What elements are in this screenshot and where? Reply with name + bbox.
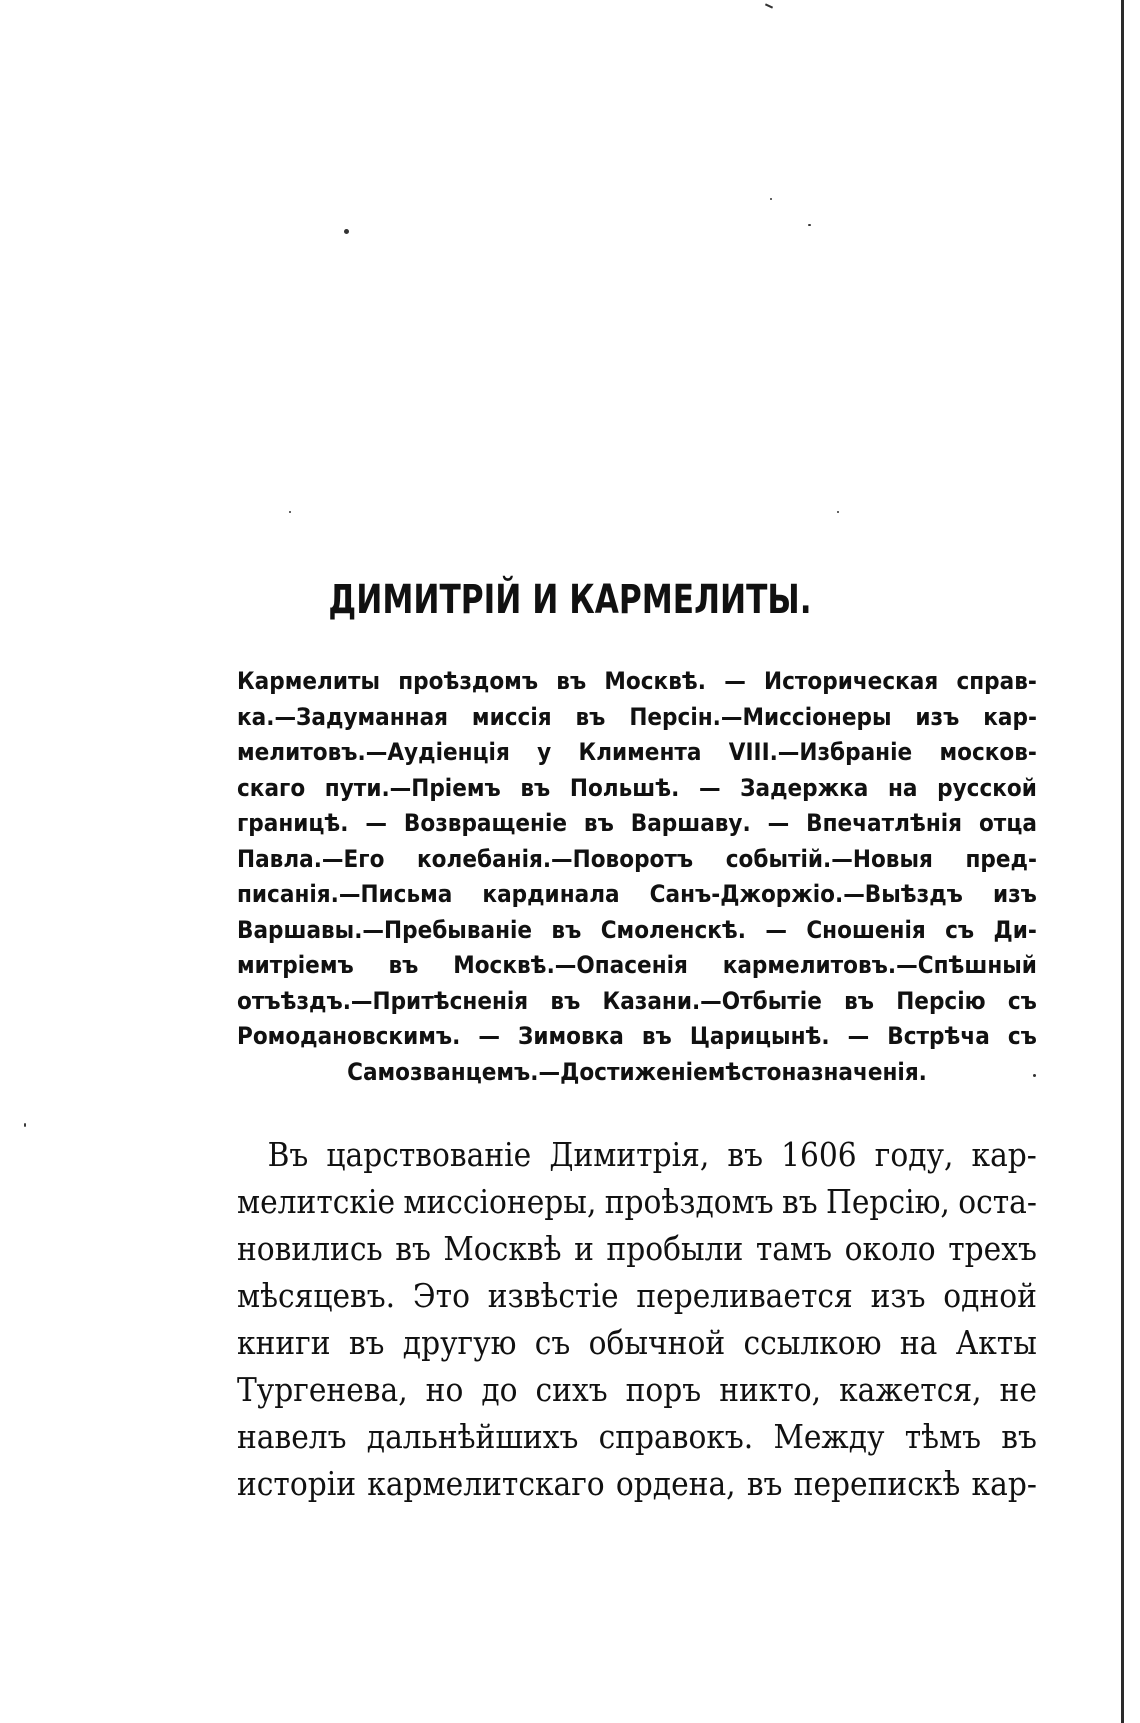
word: тѣмъ: [904, 1417, 982, 1456]
word: въ: [348, 1323, 385, 1362]
speck: [837, 511, 839, 513]
word: ссылкою: [743, 1323, 882, 1362]
word: границѣ.: [237, 809, 349, 837]
word: изъ: [915, 702, 960, 731]
word: Тургенева,: [237, 1370, 408, 1409]
word: въ: [641, 1022, 672, 1050]
word: проѣздомъ: [398, 667, 539, 695]
word: изъ: [992, 880, 1037, 908]
word: кармелитскаго: [367, 1464, 605, 1503]
word: отъѣздъ.—Притѣсненія: [237, 986, 529, 1015]
word: съ: [1007, 1022, 1037, 1050]
word: въ: [556, 667, 587, 695]
word: въ: [551, 915, 582, 944]
word: справ-: [956, 667, 1037, 695]
word: навелъ: [237, 1417, 347, 1456]
word: въ: [727, 1135, 763, 1174]
summary-line: [237, 664, 1037, 700]
word: Впечатлѣнія: [806, 809, 963, 837]
word: пробыли: [606, 1229, 744, 1268]
word: дальнѣйшихъ: [366, 1417, 579, 1456]
word: митріемъ: [237, 951, 354, 979]
word: Варшавы.—Пребываніе: [237, 915, 533, 944]
speck: [808, 224, 811, 226]
word: Это: [412, 1276, 470, 1315]
word: Персію: [896, 986, 986, 1015]
summary-line: [237, 948, 1037, 984]
summary-line: [237, 771, 1037, 807]
summary-line: [277, 1055, 997, 1091]
word: другую: [402, 1323, 517, 1362]
word: извѣстіе: [487, 1276, 619, 1315]
word: перепискѣ: [793, 1464, 961, 1503]
word: —: [478, 1022, 500, 1050]
word: Павла.—Его: [237, 844, 385, 873]
body-line: [237, 1366, 1037, 1413]
word: въ: [746, 1464, 783, 1503]
body-line: [237, 1272, 1037, 1319]
word: Ромодановскимъ.: [237, 1022, 461, 1050]
word: сихъ: [535, 1370, 608, 1409]
word: въ: [520, 773, 551, 802]
word: Самозванцемъ.—Достиженіе: [347, 1057, 708, 1086]
word: пред-: [965, 844, 1037, 873]
word: Встрѣча: [887, 1022, 990, 1050]
summary-line: [237, 700, 1037, 736]
body-line: [237, 1319, 1037, 1366]
speck: [24, 1123, 26, 1127]
word: миссіонеры,: [403, 1182, 597, 1221]
word: въ: [550, 986, 581, 1015]
summary-line: [237, 806, 1037, 842]
word: —: [847, 1022, 870, 1050]
speck: [765, 3, 773, 8]
summary-line: [237, 877, 1037, 913]
word: на: [887, 773, 918, 802]
word: Димитрія,: [549, 1135, 710, 1174]
body-line: [237, 1460, 1037, 1507]
page-edge-shadow: [1121, 0, 1124, 1723]
word: мелитскіе: [237, 1182, 396, 1221]
word: скаго: [237, 773, 306, 802]
word: новились: [237, 1229, 383, 1268]
word: обычной: [588, 1323, 726, 1362]
word: ка.—Задуманная: [237, 702, 449, 731]
word: съ: [1007, 986, 1037, 1015]
word: Персію,: [825, 1182, 950, 1221]
word: съ: [945, 915, 975, 944]
word: Сношенія: [806, 915, 926, 944]
word: 1606: [781, 1135, 857, 1174]
word: Царицынѣ.: [689, 1022, 830, 1050]
body-line: [237, 1413, 1037, 1460]
word: Климента: [578, 738, 702, 766]
word: Между: [773, 1417, 885, 1456]
chapter-summary: [237, 664, 1037, 1090]
word: до: [481, 1370, 518, 1409]
word: Задержка: [740, 773, 869, 802]
word: исторіи: [237, 1464, 357, 1503]
word: Историческая: [764, 667, 939, 695]
word: поръ: [625, 1370, 702, 1409]
word: Кармелиты: [237, 667, 381, 695]
word: въ: [844, 986, 874, 1015]
word: кармелитовъ.—Спѣшный: [722, 951, 1037, 979]
word: —: [724, 667, 746, 695]
word: VIII.—Избраніе: [728, 738, 913, 766]
speck: [770, 198, 772, 200]
word: отца: [978, 809, 1037, 837]
word: въ: [395, 1229, 431, 1268]
word: справокъ.: [598, 1417, 754, 1456]
word: русской: [937, 773, 1037, 802]
word: Санъ-Джоржіо.—Выѣздъ: [649, 880, 963, 908]
body-line: [237, 1225, 1037, 1272]
word: Персін.—Миссіонеры: [629, 702, 892, 731]
word: мѣстоназначенія.: [707, 1057, 927, 1086]
word: —: [765, 915, 787, 944]
word: на: [899, 1323, 938, 1362]
word: Въ: [267, 1135, 309, 1174]
word: кар-: [971, 1135, 1037, 1174]
word: но: [425, 1370, 464, 1409]
word: —: [698, 773, 721, 802]
word: Смоленскѣ.: [600, 915, 747, 944]
summary-line: [237, 1019, 1037, 1055]
word: —: [365, 809, 388, 837]
word: Польшѣ.: [569, 773, 680, 802]
word: событій.—Новыя: [725, 844, 933, 873]
word: около: [844, 1229, 936, 1268]
word: пути.—Пріемъ: [324, 773, 501, 802]
body-line: [237, 1178, 1037, 1225]
word: съ: [534, 1323, 571, 1362]
word: Казани.—Отбытіе: [602, 986, 822, 1015]
word: миссія: [471, 702, 552, 731]
word: у: [537, 738, 552, 766]
word: Варшаву.: [630, 809, 751, 837]
word: въ: [583, 809, 614, 837]
speck: [344, 229, 349, 234]
word: Ди-: [993, 915, 1037, 944]
word: Акты: [955, 1323, 1037, 1362]
word: въ: [782, 1182, 818, 1221]
word: кар-: [983, 702, 1037, 731]
word: кар-: [971, 1464, 1037, 1503]
word: Москвѣ.—Опасенія: [453, 951, 688, 979]
word: году,: [874, 1135, 954, 1174]
speck: [289, 511, 291, 513]
word: мѣсяцевъ.: [237, 1276, 396, 1315]
body-paragraph: [237, 1131, 1037, 1507]
word: колебанія.—Поворотъ: [417, 844, 694, 873]
word: и: [574, 1229, 594, 1268]
word: трехъ: [948, 1229, 1037, 1268]
word: писанія.—Письма: [237, 880, 453, 908]
word: —: [767, 809, 790, 837]
word: тамъ: [755, 1229, 833, 1268]
body-line: [237, 1131, 1037, 1178]
word: оста-: [958, 1182, 1037, 1221]
summary-line: [237, 735, 1037, 771]
summary-line: [237, 984, 1037, 1020]
word: кажется,: [839, 1370, 982, 1409]
word: книги: [237, 1323, 331, 1362]
word: Москвѣ: [443, 1229, 562, 1268]
word: въ: [388, 951, 419, 979]
word: царствованіе: [326, 1135, 532, 1174]
word: Москвѣ.: [604, 667, 706, 695]
word: проѣздомъ: [604, 1182, 774, 1221]
word: кардинала: [482, 880, 620, 908]
word: изъ: [870, 1276, 926, 1315]
chapter-title: ДИМИТРІЙ И КАРМЕЛИТЫ.: [328, 577, 812, 623]
word: Зимовка: [517, 1022, 624, 1050]
summary-line: [237, 842, 1037, 878]
word: мелитовъ.—Аудіенція: [237, 738, 510, 766]
word: переливается: [636, 1276, 853, 1315]
word: въ: [575, 702, 606, 731]
word: москов-: [939, 738, 1037, 766]
word: Возвращеніе: [403, 809, 568, 837]
word: никто,: [719, 1370, 822, 1409]
word: одной: [943, 1276, 1037, 1315]
summary-line: [237, 913, 1037, 949]
word: въ: [1001, 1417, 1037, 1456]
word: ордена,: [615, 1464, 736, 1503]
word: не: [999, 1370, 1037, 1409]
